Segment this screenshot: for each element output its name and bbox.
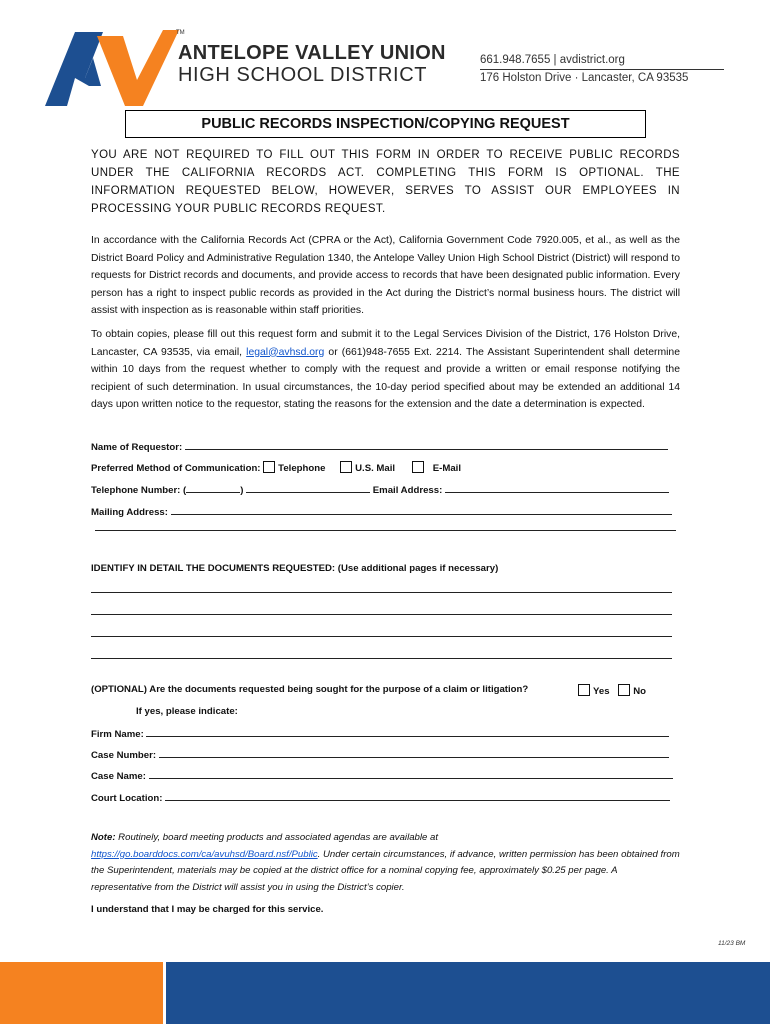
litigation-question-row (91, 684, 528, 695)
no-option-label: No (633, 686, 647, 697)
copies-text-after: or (661)948-7655 Ext. 2214. The Assistant Superintendent shall determine within 10 days from the request whether to comply with the request and provide a written or email response notifying the recipient of such determination. In usual circumstances, the 10-day period specified about may be extended an additional 14 days upon written notice to the requestor, stating the reasons for the extension and the date a determination is expected. (91, 346, 680, 410)
district-contact (480, 52, 724, 87)
footer-blue-bar (166, 962, 770, 1024)
email-checkbox[interactable] (412, 461, 424, 473)
communication-method-label: Preferred Method of Communication: (91, 463, 261, 474)
contact-phone-web: 661.948.7655 | avdistrict.org (480, 52, 724, 70)
note-text-1: Routinely, board meeting products and associated agendas are available at (115, 832, 439, 843)
firm-name-row (91, 727, 669, 740)
area-code-input[interactable] (186, 483, 240, 493)
case-number-input[interactable] (159, 748, 669, 758)
litigation-question: (OPTIONAL) Are the documents requested being sought for the purpose of a claim or litigation? (91, 684, 529, 695)
trademark: TM (176, 30, 185, 36)
documents-line-1[interactable] (91, 592, 672, 593)
district-name (178, 42, 446, 86)
requestor-name-label: Name of Requestor: (91, 442, 183, 453)
case-name-input[interactable] (149, 769, 673, 779)
yes-checkbox[interactable] (578, 684, 590, 696)
case-number-label: Case Number: (91, 750, 157, 761)
if-yes-label: If yes, please indicate: (136, 706, 238, 717)
area-code-paren: ) (240, 485, 244, 496)
mailing-address-label: Mailing Address: (91, 507, 168, 518)
yes-option-label: Yes (593, 686, 610, 697)
phone-email-row (91, 483, 669, 496)
no-checkbox[interactable] (618, 684, 630, 696)
usmail-option-label: U.S. Mail (355, 463, 396, 474)
email-address-label: Email Address: (372, 485, 443, 496)
usmail-checkbox[interactable] (340, 461, 352, 473)
case-number-row (91, 748, 669, 761)
mailing-address-input[interactable] (171, 505, 672, 515)
telephone-number-input[interactable] (246, 483, 370, 493)
note-paragraph (91, 830, 680, 896)
contact-address: 176 Holston Drive · Lancaster, CA 93535 (480, 72, 689, 84)
telephone-number-label: Telephone Number: ( (91, 485, 187, 496)
charge-acknowledgment: I understand that I may be charged for this service. (91, 904, 324, 915)
court-location-row (91, 791, 670, 804)
documents-line-3[interactable] (91, 636, 672, 637)
copies-paragraph (91, 326, 680, 414)
intro-notice: YOU ARE NOT REQUIRED TO FILL OUT THIS FORM IN ORDER TO RECEIVE PUBLIC RECORDS UNDER THE CALIFORNIA RECORDS ACT. COMPLETING THIS FORM IS OPTIONAL. THE INFORMATION REQUESTED BELOW, HOWEVER, SERVES TO ASSIST OUR EMPLOYEES IN PROCESSING YOUR PUBLIC RECORDS REQUEST. (91, 149, 680, 215)
court-location-label: Court Location: (91, 793, 163, 804)
documents-line-2[interactable] (91, 614, 672, 615)
mailing-address-line2[interactable] (95, 530, 676, 531)
case-name-label: Case Name: (91, 771, 146, 782)
communication-method-row (91, 461, 461, 474)
cpra-paragraph: In accordance with the California Records Act (CPRA or the Act), California Government Code 7920.005, et al., as well as the District Board Policy and Administrative Regulation 1340, the Antelope Valley Union High School District (District) will respond to requests for District records and documents, and provide access to records that have been designated public information. Every person has a right to inspect public records as provided in the Act during the District’s normal business hours. The district will assist with inspection as is reasonable within staff priorities. (91, 235, 680, 316)
note-text-2: . Under certain circumstances, if advance, written permission has been obtained from the Superintendent, materials may be copied at the district office for a nominal copying fee, approximately $0.25 per page. A representative from the District will assist you in using the District’s copier. (91, 848, 680, 893)
district-name-line1: ANTELOPE VALLEY UNION (178, 42, 446, 64)
legal-email-link[interactable]: legal@avhsd.org (246, 346, 325, 358)
requestor-name-row (91, 440, 668, 453)
telephone-option-label: Telephone (278, 463, 326, 474)
documents-line-4[interactable] (91, 658, 672, 659)
court-location-input[interactable] (165, 791, 670, 801)
identify-documents-label: IDENTIFY IN DETAIL THE DOCUMENTS REQUESTED: (Use additional pages if necessary) (91, 563, 499, 574)
firm-name-input[interactable] (146, 727, 669, 737)
revision-code: 11/23 BM (718, 940, 746, 947)
case-name-row (91, 769, 673, 782)
firm-name-label: Firm Name: (91, 729, 144, 740)
email-address-input[interactable] (445, 483, 669, 493)
av-logo-icon (45, 28, 185, 108)
footer-orange-bar (0, 962, 163, 1024)
email-option-label: E-Mail (432, 463, 462, 474)
telephone-checkbox[interactable] (263, 461, 275, 473)
litigation-options (578, 684, 646, 697)
requestor-name-input[interactable] (185, 440, 668, 450)
note-label: Note: (91, 832, 116, 843)
mailing-address-row (91, 505, 672, 518)
form-title: PUBLIC RECORDS INSPECTION/COPYING REQUEST (125, 110, 646, 138)
copies-text-before: To obtain copies, please fill out this request form and submit it to the Legal Services Division of the District, 176 Holston Drive, Lancaster, CA 93535, via email, (91, 329, 680, 358)
district-name-line2: HIGH SCHOOL DISTRICT (178, 64, 428, 86)
boarddocs-link[interactable]: https://go.boarddocs.com/ca/avuhsd/Board.nsf/Public (91, 848, 318, 860)
